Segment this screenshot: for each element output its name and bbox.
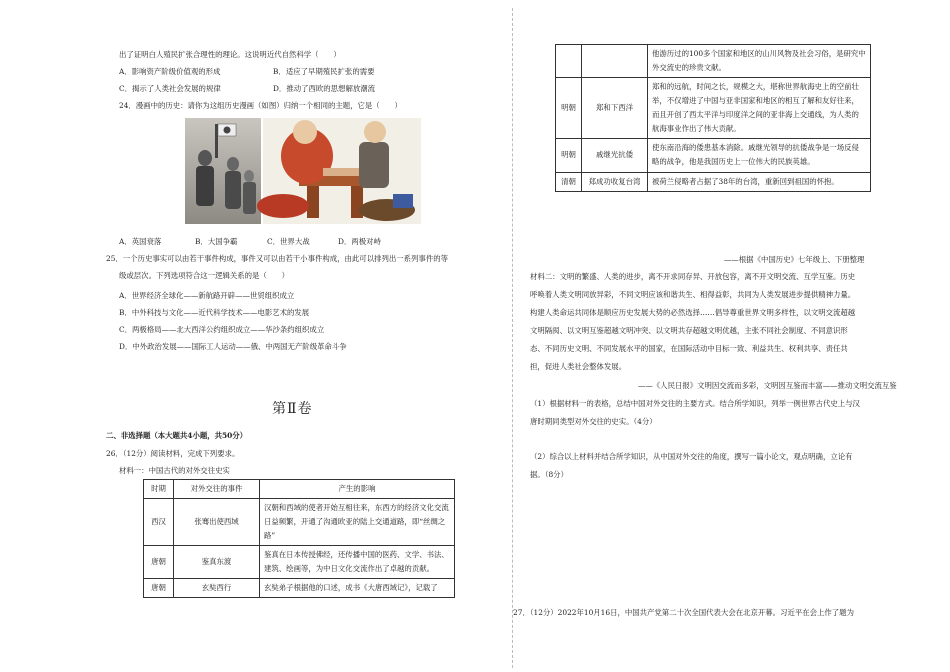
- header-impact: 产生的影响: [260, 480, 455, 499]
- row-period: [556, 45, 582, 78]
- q23-tail: 出了证明白人殖民扩张合理性的理论。这说明近代自然科学（ ）: [119, 50, 341, 59]
- cartoon-leaders: [257, 118, 421, 224]
- table-row: [556, 172, 871, 191]
- q23-option-d: D．推动了西欧的思想解放潮流: [273, 84, 376, 93]
- table-row: [556, 78, 871, 139]
- q23-option-b: B．适应了早期殖民扩张的需要: [273, 67, 375, 76]
- row-event: [582, 45, 648, 78]
- row-impact: 使东南沿海的倭患基本消除。戚继光领导的抗倭战争是一场反侵略的战争，他是我国历史上一位伟大的民族英雄。: [648, 139, 871, 172]
- q25-option-a: A．世界经济全球化——新航路开辟——世贸组织成立: [119, 291, 295, 300]
- q25-option-c: C．两极格局——北大西洋公约组织成立——华沙条约组织成立: [119, 325, 325, 334]
- table-header-row: [144, 480, 455, 499]
- header-period: 时期: [144, 480, 174, 499]
- row-impact: 汉朝和西域的使者开始互相往来，东西方的经济文化交流日益频繁，开通了沟通欧亚的陆上交通道路，即“丝绸之路”: [260, 499, 455, 546]
- exchange-table-right: [555, 44, 871, 192]
- row-event: 玄奘西行: [174, 579, 260, 598]
- row-period: 唐朝: [144, 546, 174, 579]
- row-event: 郑成功收复台湾: [582, 172, 648, 191]
- table-row: [556, 139, 871, 172]
- row-impact: 玄奘弟子根据他的口述，成书《大唐西域记》，记载了: [260, 579, 455, 598]
- q25-option-d: D．中外政治发展——国际工人运动——俄、中两国无产阶级革命斗争: [119, 342, 347, 351]
- q26-heading: 26．（12分）阅读材料，完成下列要求。: [106, 449, 240, 458]
- row-period: 明朝: [556, 78, 582, 139]
- material1-label: 材料一：中国古代的对外交往史实: [119, 466, 230, 475]
- q24-option-d: D．两极对峙: [338, 237, 381, 246]
- cartoon-images: [185, 118, 421, 224]
- q24-option-c: C．世界大战: [267, 237, 310, 246]
- requirement-1-line1: （1）根据材料一的表格，总结中国对外交往的主要方式。结合所学知识，列举一例世界古代史上与汉: [530, 399, 860, 408]
- column-divider: [512, 8, 513, 668]
- source-note-1: ——根据《中国历史》七年级上、下册整理: [724, 255, 865, 264]
- row-impact: 被荷兰侵略者占据了38年的台湾，重新回到祖国的怀抱。: [648, 172, 871, 191]
- section-heading: 二、非选择题（本大题共4小题，共50分）: [106, 431, 248, 440]
- q24-option-b: B．大国争霸: [195, 237, 238, 246]
- requirement-2-line2: 据。（8分）: [530, 470, 568, 479]
- source-note-2: ——《人民日报》文明因交流而多彩，文明因互鉴而丰富——推动文明交流互鉴: [638, 381, 897, 390]
- table-row: [144, 546, 455, 579]
- row-impact: 鉴真在日本传授佛经，还传播中国的医药、文学、书法、建筑、绘画等，为中日文化交流作出了卓越的贡献。: [260, 546, 455, 579]
- q23-option-a: A．影响资产阶级价值观的形成: [119, 67, 221, 76]
- row-period: 明朝: [556, 139, 582, 172]
- material2-line5: 态、不同历史文明、不同发展水平的国家，在国际活动中目标一致、利益共生、权利共享、责任共: [530, 344, 848, 353]
- material2-line6: 担，促进人类社会整体发展。: [530, 362, 627, 371]
- material2-line2: 呼唤着人类文明同放异彩，不同文明应该和谐共生、相得益彰，共同为人类发展进步提供精神力量。: [530, 290, 856, 299]
- requirement-2-line1: （2）综合以上材料并结合所学知识，从中国对外交往的角度，撰写一篇小论文，观点明确，立论有: [530, 452, 853, 461]
- photo-soldiers: [185, 118, 261, 224]
- row-impact: 郑和的远航，时间之长，规模之大，堪称世界航海史上的空前壮举，不仅增进了中国与亚非国家和地区的相互了解和友好往来，而且开创了西太平洋与印度洋之间的亚非海上交通线，为人类的航海事业作出了伟大贡献。: [648, 78, 871, 139]
- row-impact: 他游历过的100多个国家和地区的山川风物及社会习俗，是研究中外交流史的珍贵文献。: [648, 45, 871, 78]
- row-period: 清朝: [556, 172, 582, 191]
- q24-stem: 24．漫画中的历史：请你为这组历史漫画（如图）归纳一个相同的主题，它是（ ）: [119, 101, 402, 110]
- header-event: 对外交往的事件: [174, 480, 260, 499]
- q27-stem: 27．（12分）2022年10月16日，中国共产党第二十次全国代表大会在北京开幕。习近平在会上作了题为: [513, 608, 854, 617]
- q23-option-c: C．揭示了人类社会发展的规律: [119, 84, 221, 93]
- material2-line3: 构建人类命运共同体是顺应历史发展大势的必然选择……倡导尊重世界文明多样性，以文明交流超越: [530, 308, 856, 317]
- row-event: 戚继光抗倭: [582, 139, 648, 172]
- table-row: [144, 499, 455, 546]
- q25-option-b: B．中外科技与文化——近代科学技术——电影艺术的发展: [119, 308, 310, 317]
- q25-stem-line1: 25．一个历史事实可以由若干事件构成，事件又可以由若干小事件构成，由此可以排列出一系列事件的等: [106, 254, 448, 263]
- table-row: [556, 45, 871, 78]
- row-event: 郑和下西洋: [582, 78, 648, 139]
- row-period: 唐朝: [144, 579, 174, 598]
- exchange-table-left: [143, 479, 455, 598]
- material2-line4: 文明隔阂、以文明互鉴超越文明冲突、以文明共存超越文明优越，主张不同社会制度、不同意识形: [530, 326, 848, 335]
- row-event: 张骞出使西域: [174, 499, 260, 546]
- table-row: [144, 579, 455, 598]
- row-period: 西汉: [144, 499, 174, 546]
- volume-title: 第Ⅱ卷: [272, 401, 313, 417]
- q25-stem-line2: 级或层次。下列选项符合这一逻辑关系的是（ ）: [119, 271, 289, 280]
- q24-option-a: A．英国衰落: [119, 237, 162, 246]
- material2-line1: 材料二：文明的繁盛、人类的进步，离不开求同存异、开放包容，离不开文明交流、互学互鉴。历史: [530, 272, 856, 281]
- row-event: 鉴真东渡: [174, 546, 260, 579]
- requirement-1-line2: 唐时期同类型对外交往的史实。（4分）: [530, 417, 657, 426]
